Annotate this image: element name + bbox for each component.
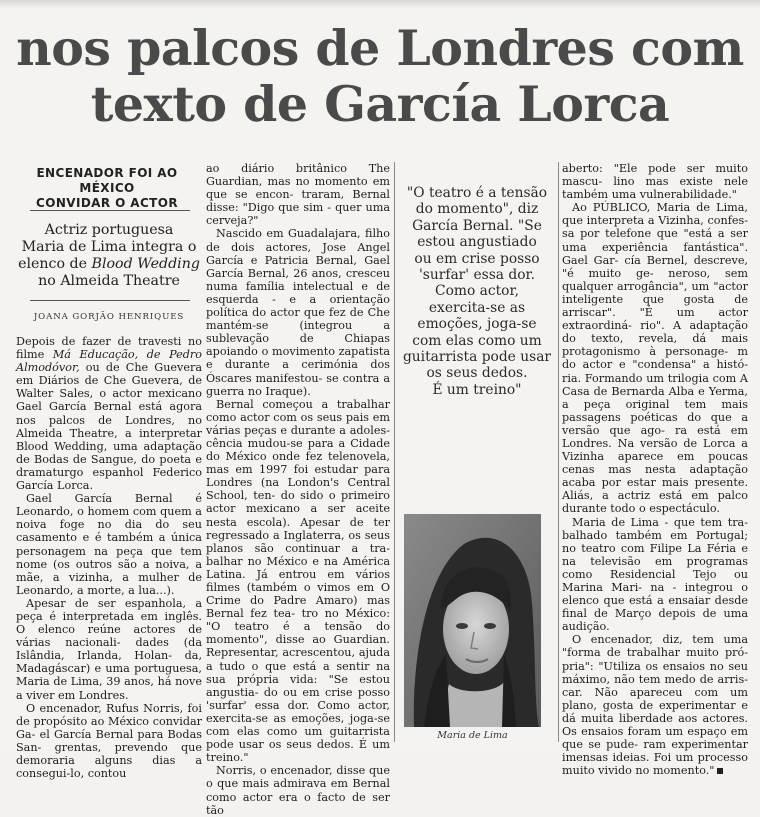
byline: JOANA GORJÃO HENRIQUES bbox=[33, 312, 185, 322]
column-divider-right bbox=[558, 162, 559, 742]
subhead-line-4: no Almeida Theatre bbox=[38, 273, 180, 289]
headline-line-2: texto de García Lorca bbox=[90, 75, 670, 133]
headline-line-1: nos palcos de Londres com bbox=[16, 19, 744, 77]
subhead-line-1: Actriz portuguesa bbox=[44, 222, 174, 238]
col2-paragraph-3: Bernal começou a trabalhar como actor com os seus pais em várias peças e durante a adoles- cência mudou-se para a Cidade do México onde fez telenovela, mas em 1997 foi estudar para Londres (na London's Central School, ten- do sido o primeiro actor mexicano a ser aceite nesta escola). Apesar de ter regressado a Inglaterra, os seus planos são continuar a tra- balhar no México e na América Latina. Já entrou em vários filmes (também o vimos em O Crime do Padre Amaro) mas Bernal fez tea- tro no México: "O teatro é a tensão do momento", disse ao Guardian. Representar, acrescentou, ajuda a tudo o que está a sentir na sua própria vida: "Se estou angustia- do ou em crise posso 'surfar' essa dor. Como actor, exercita-se as emoções, joga-se com elas como um guitarrista pode usar os seus dedos. É um treino." bbox=[206, 397, 391, 765]
col1-paragraph-2: Gael García Bernal é Leonardo, o homem com quem a noiva foge no dia do seu casamento e é também a única personagem na peça que tem nome (os outros são a noiva, a mãe, a vizinha, a mulher de Leonardo, a morte, a lua...). bbox=[16, 492, 203, 597]
col4-paragraph-1: aberto: "Ele pode ser muito mascu- lino mas existe nele também uma vulnerabilidade." bbox=[562, 162, 748, 202]
headline bbox=[0, 20, 760, 132]
kicker-line-1: ENCENADOR FOI AO MÉXICO bbox=[36, 166, 178, 195]
portrait-illustration bbox=[404, 514, 541, 727]
col2-paragraph-2: Nascido em Guadalajara, filho de dois actores, Jose Angel García e Patricia Bernal, Gael García Bernal, 26 anos, cresceu numa família intelectual e de esquerda - e a orientação política do actor que fez de Che mantém-se (integrou a sublevação de Chiapas apoiando o movimento zapatista e durante a cerimónia dos Óscares manifestou- se contra a guerra no Iraque). bbox=[206, 227, 391, 398]
subhead-rule bbox=[30, 300, 190, 301]
end-of-article-mark bbox=[717, 768, 723, 774]
article-column-4 bbox=[562, 162, 748, 777]
column-divider-left bbox=[394, 162, 395, 742]
subhead-line-2: Maria de Lima integra o bbox=[21, 239, 197, 255]
subhead-play-title: Blood Wedding bbox=[91, 256, 200, 272]
article-column-1 bbox=[16, 335, 202, 780]
kicker-line-2: CONVIDAR O ACTOR bbox=[36, 196, 178, 210]
article-column-2 bbox=[206, 162, 390, 817]
subhead-line-3-text: elenco de bbox=[18, 256, 92, 272]
subhead-line-3 bbox=[16, 256, 202, 273]
kicker bbox=[12, 166, 202, 211]
col4-paragraph-4: O encenador, diz, tem uma "forma de trabalhar muito pró- pria": "Utiliza os ensaios no seu máximo, não tem medo de arris- car. Não apareceu com um plano, gosta de experimentar e dá muita liberdade aos actores. Os ensaios foram um espaço em que se pude- ram experimentar imensas ideias. Foi um processo muito vivido no momento." bbox=[562, 633, 748, 778]
kicker-rule bbox=[30, 210, 190, 211]
col4-paragraph-3: Maria de Lima - que tem tra- balhado também em Portugal; no teatro com Filipe La Féria e na televisão em programas como Residencial Tejo ou Marina Mari- na - integrou o elenco que está a ensaiar desde final de Março depois de uma audição. bbox=[562, 515, 748, 634]
col2-paragraph-4: Norris, o encenador, disse que o que mais admirava em Bernal como actor era o facto de ser tão bbox=[206, 764, 390, 817]
photo-caption: Maria de Lima bbox=[437, 730, 508, 741]
pull-quote: "O teatro é a tensão do momento", diz García Bernal. "Se estou angustiado ou em crise posso 'surfar' essa dor. Como actor, exercita-se as emoções, joga-se com elas como um guitarrista pode usar os seus dedos. É um treino" bbox=[402, 185, 552, 398]
col1-paragraph-3: Apesar de ser espanhola, a peça é interpretada em inglês. O elenco reúne actores de várias nacionali- dades (da Islândia, Irlanda, Holan- da, Madagáscar) e uma portuguesa, Maria de Lima, 39 anos, há nove a viver em Londres. bbox=[16, 596, 202, 702]
portrait-photo bbox=[404, 514, 541, 727]
col2-paragraph-1: ao diário britânico The Guardian, mas no momento em que se encon- traram, Bernal disse: "Digo que sim - quer uma cerveja?" bbox=[206, 162, 391, 228]
col1-paragraph-1: Depois de fazer de travesti no filme Má Educação, de Pedro Almodóvor, ou de Che Guevera em Diários de Che Guevera, de Walter Sales, o actor mexicano Gael García Bernal está agora nos palcos de Londres, no Almeida Theatre, a interpretar Blood Wedding, uma adaptação de Bodas de Sangue, do poeta e dramaturgo espanhol Federico García Lorca. bbox=[16, 335, 203, 493]
subhead bbox=[16, 222, 202, 290]
page-top-edge bbox=[0, 0, 760, 8]
col4-paragraph-2: Ao PÚBLICO, Maria de Lima, que interpreta a Vizinha, confes- sa por telefone que "está a ser uma experiência fantástica". Gael Gar- cía Bernel, descreve, "é muito ge- neroso, sem qualquer arrogância", um "actor inteligente que gosta de arriscar". "É um actor extraordiná- rio". A adaptação do texto, revela, dá mais protagonismo à personage- m do actor e "condensa" a histó- ria. Formando um trilogia com A Casa de Bernarda Alba e Yerma, a peça original tem mais passagens poéticas do que a versão que ago- ra está em Londres. Na versão de Lorca a Vizinha aparece em poucas cenas mas nesta adaptação acaba por estar mais presente. Aliás, a actriz está em palco durante todo o espectáculo. bbox=[562, 201, 748, 516]
col1-paragraph-4: O encenador, Rufus Norris, foi de propósito ao México convidar Ga- el García Bernal para Bodas San- grentas, prevendo que demoraria alguns dias a consegui-lo, contou bbox=[16, 701, 202, 781]
